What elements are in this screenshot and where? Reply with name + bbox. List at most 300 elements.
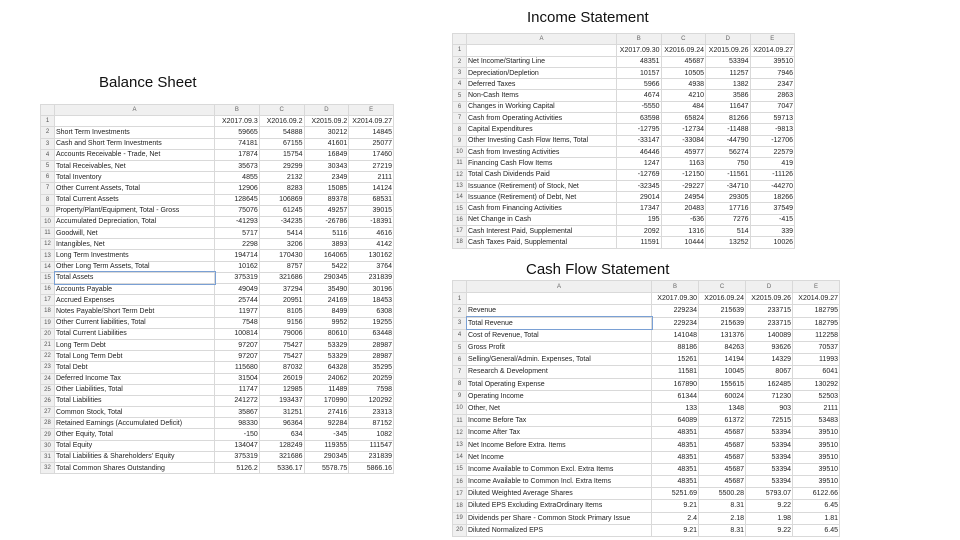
- value-cell[interactable]: 96364: [259, 418, 304, 429]
- value-cell[interactable]: 93626: [746, 341, 793, 353]
- value-cell[interactable]: 37549: [750, 203, 795, 214]
- value-cell[interactable]: 31251: [259, 407, 304, 418]
- row-label-cell[interactable]: Income Available to Common Excl. Extra Items: [467, 463, 652, 475]
- row-label-cell[interactable]: Common Stock, Total: [55, 407, 215, 418]
- row-label-cell[interactable]: Operating Income: [467, 390, 652, 402]
- row-label-cell[interactable]: Selling/General/Admin. Expenses, Total: [467, 354, 652, 366]
- column-header-c[interactable]: C: [259, 105, 304, 116]
- value-cell[interactable]: 5500.28: [699, 488, 746, 500]
- value-cell[interactable]: 11489: [304, 384, 349, 395]
- value-cell[interactable]: 419: [750, 158, 795, 169]
- value-cell[interactable]: 22579: [750, 146, 795, 157]
- value-cell[interactable]: 17874: [215, 149, 260, 160]
- value-cell[interactable]: 4674: [617, 90, 662, 101]
- row-number[interactable]: 24: [41, 373, 55, 384]
- value-cell[interactable]: 1348: [699, 402, 746, 414]
- value-cell[interactable]: 10162: [215, 261, 260, 272]
- row-number[interactable]: 1: [41, 116, 55, 127]
- row-label-cell[interactable]: Total Current Liabilities: [55, 328, 215, 339]
- value-cell[interactable]: 48351: [652, 476, 699, 488]
- row-label-cell[interactable]: Intangibles, Net: [55, 239, 215, 250]
- row-label-cell[interactable]: Deferred Income Tax: [55, 373, 215, 384]
- row-label-cell[interactable]: Net Change in Cash: [467, 214, 617, 225]
- row-number[interactable]: 27: [41, 407, 55, 418]
- row-number[interactable]: 4: [453, 79, 467, 90]
- value-cell[interactable]: 1.81: [793, 512, 840, 524]
- value-cell[interactable]: 39510: [793, 476, 840, 488]
- column-header-d[interactable]: D: [746, 281, 793, 293]
- value-cell[interactable]: 48351: [652, 451, 699, 463]
- value-cell[interactable]: 49257: [304, 205, 349, 216]
- value-cell[interactable]: 45687: [699, 427, 746, 439]
- value-cell[interactable]: 17716: [706, 203, 751, 214]
- row-label-cell[interactable]: Changes in Working Capital: [467, 101, 617, 112]
- header-cell-date[interactable]: X2015.09.26: [706, 45, 751, 56]
- value-cell[interactable]: 7548: [215, 317, 260, 328]
- value-cell[interactable]: 39510: [793, 427, 840, 439]
- value-cell[interactable]: 2347: [750, 79, 795, 90]
- row-label-cell[interactable]: Dividends per Share - Common Stock Primary Issue: [467, 512, 652, 524]
- value-cell[interactable]: 193437: [259, 395, 304, 406]
- value-cell[interactable]: 106869: [259, 194, 304, 205]
- value-cell[interactable]: 375319: [215, 272, 260, 283]
- value-cell[interactable]: 87032: [259, 362, 304, 373]
- value-cell[interactable]: 9.22: [746, 524, 793, 536]
- row-label-cell[interactable]: Cash from Operating Activities: [467, 113, 617, 124]
- row-number[interactable]: 12: [41, 239, 55, 250]
- value-cell[interactable]: 7276: [706, 214, 751, 225]
- value-cell[interactable]: 48351: [652, 439, 699, 451]
- row-label-cell[interactable]: Net Income/Starting Line: [467, 56, 617, 67]
- row-number[interactable]: 6: [453, 101, 467, 112]
- value-cell[interactable]: 24062: [304, 373, 349, 384]
- value-cell[interactable]: 13252: [706, 237, 751, 248]
- value-cell[interactable]: 7598: [349, 384, 394, 395]
- row-number[interactable]: 12: [453, 169, 467, 180]
- row-number[interactable]: 5: [41, 160, 55, 171]
- value-cell[interactable]: -12795: [617, 124, 662, 135]
- row-label-cell[interactable]: Revenue: [467, 305, 652, 317]
- value-cell[interactable]: 215639: [699, 317, 746, 329]
- value-cell[interactable]: -32345: [617, 180, 662, 191]
- value-cell[interactable]: 162485: [746, 378, 793, 390]
- row-number[interactable]: 13: [453, 180, 467, 191]
- value-cell[interactable]: 2349: [304, 172, 349, 183]
- value-cell[interactable]: 155615: [699, 378, 746, 390]
- row-number[interactable]: 17: [41, 295, 55, 306]
- row-number[interactable]: 14: [453, 192, 467, 203]
- value-cell[interactable]: 48351: [652, 427, 699, 439]
- value-cell[interactable]: 12985: [259, 384, 304, 395]
- row-label-cell[interactable]: Diluted Normalized EPS: [467, 524, 652, 536]
- value-cell[interactable]: 20483: [661, 203, 706, 214]
- value-cell[interactable]: 45687: [661, 56, 706, 67]
- value-cell[interactable]: 903: [746, 402, 793, 414]
- value-cell[interactable]: 64328: [304, 362, 349, 373]
- row-label-cell[interactable]: Income After Tax: [467, 427, 652, 439]
- value-cell[interactable]: 71230: [746, 390, 793, 402]
- row-label-cell[interactable]: Income Before Tax: [467, 415, 652, 427]
- value-cell[interactable]: 8499: [304, 306, 349, 317]
- row-label-cell[interactable]: Cost of Revenue, Total: [467, 329, 652, 341]
- value-cell[interactable]: 39510: [750, 56, 795, 67]
- value-cell[interactable]: -150: [215, 429, 260, 440]
- corner-cell[interactable]: [453, 281, 467, 293]
- value-cell[interactable]: 12906: [215, 183, 260, 194]
- value-cell[interactable]: 241272: [215, 395, 260, 406]
- row-label-cell[interactable]: Long Term Investments: [55, 250, 215, 261]
- value-cell[interactable]: 5966: [617, 79, 662, 90]
- value-cell[interactable]: 72515: [746, 415, 793, 427]
- value-cell[interactable]: 130162: [349, 250, 394, 261]
- row-number[interactable]: 18: [41, 306, 55, 317]
- value-cell[interactable]: 97207: [215, 351, 260, 362]
- row-label-cell[interactable]: Other Liabilities, Total: [55, 384, 215, 395]
- value-cell[interactable]: 1082: [349, 429, 394, 440]
- value-cell[interactable]: 2092: [617, 226, 662, 237]
- row-number[interactable]: 20: [453, 524, 467, 536]
- row-number[interactable]: 1: [453, 293, 467, 305]
- header-cell-blank[interactable]: [467, 293, 652, 305]
- row-number[interactable]: 13: [41, 250, 55, 261]
- value-cell[interactable]: 5336.17: [259, 463, 304, 474]
- row-number[interactable]: 10: [41, 216, 55, 227]
- row-number[interactable]: 15: [41, 272, 55, 283]
- value-cell[interactable]: 30343: [304, 160, 349, 171]
- value-cell[interactable]: 321686: [259, 451, 304, 462]
- value-cell[interactable]: 11993: [793, 354, 840, 366]
- row-label-cell[interactable]: Notes Payable/Short Term Debt: [55, 306, 215, 317]
- row-number[interactable]: 18: [453, 500, 467, 512]
- value-cell[interactable]: -34710: [706, 180, 751, 191]
- value-cell[interactable]: 17460: [349, 149, 394, 160]
- column-header-b[interactable]: B: [215, 105, 260, 116]
- income-statement-spreadsheet[interactable]: [452, 33, 795, 257]
- value-cell[interactable]: -12769: [617, 169, 662, 180]
- row-label-cell[interactable]: Other Equity, Total: [55, 429, 215, 440]
- value-cell[interactable]: 56274: [706, 146, 751, 157]
- row-label-cell[interactable]: Property/Plant/Equipment, Total - Gross: [55, 205, 215, 216]
- value-cell[interactable]: -11488: [706, 124, 751, 135]
- value-cell[interactable]: 3206: [259, 239, 304, 250]
- row-number[interactable]: 4: [453, 329, 467, 341]
- value-cell[interactable]: 41601: [304, 138, 349, 149]
- value-cell[interactable]: 35673: [215, 160, 260, 171]
- row-number[interactable]: 11: [453, 158, 467, 169]
- row-number[interactable]: 1: [453, 45, 467, 56]
- column-header-a[interactable]: A: [467, 34, 617, 45]
- value-cell[interactable]: 79006: [259, 328, 304, 339]
- row-label-cell[interactable]: Other Long Term Assets, Total: [55, 261, 215, 272]
- row-number[interactable]: 28: [41, 418, 55, 429]
- header-cell-date[interactable]: X2016.09.24: [699, 293, 746, 305]
- value-cell[interactable]: 6.45: [793, 500, 840, 512]
- value-cell[interactable]: 229234: [652, 305, 699, 317]
- value-cell[interactable]: 14845: [349, 127, 394, 138]
- column-header-e[interactable]: E: [750, 34, 795, 45]
- row-label-cell[interactable]: Accounts Receivable - Trade, Net: [55, 149, 215, 160]
- value-cell[interactable]: -11561: [706, 169, 751, 180]
- row-label-cell[interactable]: Total Revenue: [467, 317, 652, 329]
- row-number[interactable]: 31: [41, 451, 55, 462]
- value-cell[interactable]: 133: [652, 402, 699, 414]
- value-cell[interactable]: -12150: [661, 169, 706, 180]
- value-cell[interactable]: 112258: [793, 329, 840, 341]
- value-cell[interactable]: 2111: [349, 172, 394, 183]
- value-cell[interactable]: 2863: [750, 90, 795, 101]
- row-label-cell[interactable]: Total Debt: [55, 362, 215, 373]
- value-cell[interactable]: 170430: [259, 250, 304, 261]
- value-cell[interactable]: 5251.69: [652, 488, 699, 500]
- row-number[interactable]: 20: [41, 328, 55, 339]
- row-label-cell[interactable]: Cash and Short Term Investments: [55, 138, 215, 149]
- header-cell-date[interactable]: X2016.09.24: [661, 45, 706, 56]
- value-cell[interactable]: 88186: [652, 341, 699, 353]
- row-number[interactable]: 7: [453, 113, 467, 124]
- value-cell[interactable]: 141048: [652, 329, 699, 341]
- row-label-cell[interactable]: Total Operating Expense: [467, 378, 652, 390]
- value-cell[interactable]: -33084: [661, 135, 706, 146]
- value-cell[interactable]: 2298: [215, 239, 260, 250]
- row-number[interactable]: 2: [453, 56, 467, 67]
- row-label-cell[interactable]: Capital Expenditures: [467, 124, 617, 135]
- row-label-cell[interactable]: Deferred Taxes: [467, 79, 617, 90]
- column-header-a[interactable]: A: [55, 105, 215, 116]
- value-cell[interactable]: 164065: [304, 250, 349, 261]
- row-number[interactable]: 17: [453, 226, 467, 237]
- value-cell[interactable]: 5578.75: [304, 463, 349, 474]
- value-cell[interactable]: 67155: [259, 138, 304, 149]
- row-number[interactable]: 2: [453, 305, 467, 317]
- value-cell[interactable]: 8.31: [699, 524, 746, 536]
- value-cell[interactable]: 15754: [259, 149, 304, 160]
- row-number[interactable]: 13: [453, 439, 467, 451]
- value-cell[interactable]: 10444: [661, 237, 706, 248]
- value-cell[interactable]: 375319: [215, 451, 260, 462]
- row-number[interactable]: 10: [453, 146, 467, 157]
- header-cell-date[interactable]: X2015.09.2: [304, 116, 349, 127]
- value-cell[interactable]: 65824: [661, 113, 706, 124]
- value-cell[interactable]: -41293: [215, 216, 260, 227]
- value-cell[interactable]: 11581: [652, 366, 699, 378]
- column-header-c[interactable]: C: [699, 281, 746, 293]
- header-cell-blank[interactable]: [467, 45, 617, 56]
- value-cell[interactable]: 63448: [349, 328, 394, 339]
- cash-flow-spreadsheet[interactable]: [452, 280, 840, 538]
- value-cell[interactable]: 19255: [349, 317, 394, 328]
- value-cell[interactable]: 2132: [259, 172, 304, 183]
- row-label-cell[interactable]: Income Available to Common Incl. Extra Items: [467, 476, 652, 488]
- value-cell[interactable]: 119355: [304, 440, 349, 451]
- row-number[interactable]: 7: [41, 183, 55, 194]
- value-cell[interactable]: 339: [750, 226, 795, 237]
- value-cell[interactable]: 61245: [259, 205, 304, 216]
- value-cell[interactable]: 215639: [699, 305, 746, 317]
- header-cell-date[interactable]: X2017.09.30: [652, 293, 699, 305]
- value-cell[interactable]: 28987: [349, 339, 394, 350]
- column-header-c[interactable]: C: [661, 34, 706, 45]
- header-cell-date[interactable]: X2014.09.27: [750, 45, 795, 56]
- row-number[interactable]: 6: [41, 172, 55, 183]
- value-cell[interactable]: 27416: [304, 407, 349, 418]
- row-label-cell[interactable]: Goodwill, Net: [55, 228, 215, 239]
- value-cell[interactable]: 53394: [746, 476, 793, 488]
- value-cell[interactable]: 8.31: [699, 500, 746, 512]
- balance-sheet-spreadsheet[interactable]: [40, 104, 394, 488]
- value-cell[interactable]: 53394: [746, 427, 793, 439]
- value-cell[interactable]: 53394: [746, 463, 793, 475]
- value-cell[interactable]: 6308: [349, 306, 394, 317]
- value-cell[interactable]: -34235: [259, 216, 304, 227]
- value-cell[interactable]: 8105: [259, 306, 304, 317]
- row-number[interactable]: 9: [453, 390, 467, 402]
- value-cell[interactable]: 634: [259, 429, 304, 440]
- value-cell[interactable]: 84263: [699, 341, 746, 353]
- value-cell[interactable]: 53483: [793, 415, 840, 427]
- value-cell[interactable]: 231839: [349, 272, 394, 283]
- row-number[interactable]: 25: [41, 384, 55, 395]
- value-cell[interactable]: 167890: [652, 378, 699, 390]
- value-cell[interactable]: 11747: [215, 384, 260, 395]
- row-number[interactable]: 4: [41, 149, 55, 160]
- row-label-cell[interactable]: Total Equity: [55, 440, 215, 451]
- value-cell[interactable]: 8283: [259, 183, 304, 194]
- value-cell[interactable]: 52503: [793, 390, 840, 402]
- value-cell[interactable]: 484: [661, 101, 706, 112]
- row-number[interactable]: 29: [41, 429, 55, 440]
- value-cell[interactable]: 54888: [259, 127, 304, 138]
- value-cell[interactable]: 11257: [706, 67, 751, 78]
- value-cell[interactable]: -636: [661, 214, 706, 225]
- value-cell[interactable]: 17347: [617, 203, 662, 214]
- value-cell[interactable]: 128645: [215, 194, 260, 205]
- value-cell[interactable]: 31504: [215, 373, 260, 384]
- value-cell[interactable]: 18266: [750, 192, 795, 203]
- value-cell[interactable]: 229234: [652, 317, 699, 329]
- row-label-cell[interactable]: Other, Net: [467, 402, 652, 414]
- column-header-e[interactable]: E: [793, 281, 840, 293]
- value-cell[interactable]: 59713: [750, 113, 795, 124]
- value-cell[interactable]: 25744: [215, 295, 260, 306]
- row-label-cell[interactable]: Cash Taxes Paid, Supplemental: [467, 237, 617, 248]
- value-cell[interactable]: 35867: [215, 407, 260, 418]
- value-cell[interactable]: 53394: [746, 451, 793, 463]
- row-label-cell[interactable]: Accounts Payable: [55, 284, 215, 295]
- header-cell-blank[interactable]: [55, 116, 215, 127]
- value-cell[interactable]: 4142: [349, 239, 394, 250]
- value-cell[interactable]: 170990: [304, 395, 349, 406]
- value-cell[interactable]: 140089: [746, 329, 793, 341]
- column-header-b[interactable]: B: [652, 281, 699, 293]
- row-number[interactable]: 5: [453, 341, 467, 353]
- corner-cell[interactable]: [453, 34, 467, 45]
- value-cell[interactable]: 100814: [215, 328, 260, 339]
- value-cell[interactable]: 321686: [259, 272, 304, 283]
- row-label-cell[interactable]: Total Inventory: [55, 172, 215, 183]
- value-cell[interactable]: 61344: [652, 390, 699, 402]
- value-cell[interactable]: 111547: [349, 440, 394, 451]
- row-number[interactable]: 14: [453, 451, 467, 463]
- value-cell[interactable]: 23313: [349, 407, 394, 418]
- value-cell[interactable]: 115680: [215, 362, 260, 373]
- value-cell[interactable]: 20951: [259, 295, 304, 306]
- value-cell[interactable]: 18453: [349, 295, 394, 306]
- value-cell[interactable]: 11647: [706, 101, 751, 112]
- value-cell[interactable]: 45977: [661, 146, 706, 157]
- value-cell[interactable]: 290345: [304, 451, 349, 462]
- row-number[interactable]: 16: [453, 214, 467, 225]
- row-number[interactable]: 30: [41, 440, 55, 451]
- value-cell[interactable]: 28987: [349, 351, 394, 362]
- value-cell[interactable]: -26786: [304, 216, 349, 227]
- row-label-cell[interactable]: Cash Interest Paid, Supplemental: [467, 226, 617, 237]
- value-cell[interactable]: 1247: [617, 158, 662, 169]
- row-label-cell[interactable]: Research & Development: [467, 366, 652, 378]
- row-label-cell[interactable]: Non-Cash Items: [467, 90, 617, 101]
- row-label-cell[interactable]: Long Term Debt: [55, 339, 215, 350]
- value-cell[interactable]: 14329: [746, 354, 793, 366]
- value-cell[interactable]: 8067: [746, 366, 793, 378]
- value-cell[interactable]: 29014: [617, 192, 662, 203]
- value-cell[interactable]: 131376: [699, 329, 746, 341]
- value-cell[interactable]: 14194: [699, 354, 746, 366]
- row-number[interactable]: 9: [41, 205, 55, 216]
- value-cell[interactable]: 25077: [349, 138, 394, 149]
- row-number[interactable]: 26: [41, 395, 55, 406]
- corner-cell[interactable]: [41, 105, 55, 116]
- value-cell[interactable]: 134047: [215, 440, 260, 451]
- value-cell[interactable]: 1.98: [746, 512, 793, 524]
- value-cell[interactable]: 45687: [699, 451, 746, 463]
- value-cell[interactable]: 53329: [304, 351, 349, 362]
- value-cell[interactable]: 6122.66: [793, 488, 840, 500]
- value-cell[interactable]: 39015: [349, 205, 394, 216]
- value-cell[interactable]: 30212: [304, 127, 349, 138]
- row-label-cell[interactable]: Depreciation/Depletion: [467, 67, 617, 78]
- value-cell[interactable]: -44270: [750, 180, 795, 191]
- value-cell[interactable]: 30196: [349, 284, 394, 295]
- value-cell[interactable]: 24169: [304, 295, 349, 306]
- value-cell[interactable]: 5414: [259, 228, 304, 239]
- value-cell[interactable]: 11591: [617, 237, 662, 248]
- value-cell[interactable]: 194714: [215, 250, 260, 261]
- value-cell[interactable]: 5126.2: [215, 463, 260, 474]
- value-cell[interactable]: 5866.16: [349, 463, 394, 474]
- row-label-cell[interactable]: Total Long Term Debt: [55, 351, 215, 362]
- row-number[interactable]: 5: [453, 90, 467, 101]
- value-cell[interactable]: -9813: [750, 124, 795, 135]
- row-number[interactable]: 3: [453, 317, 467, 329]
- value-cell[interactable]: 3893: [304, 239, 349, 250]
- value-cell[interactable]: 53394: [706, 56, 751, 67]
- value-cell[interactable]: -44790: [706, 135, 751, 146]
- value-cell[interactable]: 233715: [746, 305, 793, 317]
- row-number[interactable]: 15: [453, 463, 467, 475]
- value-cell[interactable]: 514: [706, 226, 751, 237]
- value-cell[interactable]: 89378: [304, 194, 349, 205]
- value-cell[interactable]: 4855: [215, 172, 260, 183]
- value-cell[interactable]: 2.18: [699, 512, 746, 524]
- value-cell[interactable]: 49049: [215, 284, 260, 295]
- value-cell[interactable]: 92284: [304, 418, 349, 429]
- value-cell[interactable]: 29305: [706, 192, 751, 203]
- value-cell[interactable]: 9952: [304, 317, 349, 328]
- value-cell[interactable]: 10505: [661, 67, 706, 78]
- value-cell[interactable]: 80610: [304, 328, 349, 339]
- value-cell[interactable]: 1163: [661, 158, 706, 169]
- value-cell[interactable]: -415: [750, 214, 795, 225]
- row-label-cell[interactable]: Other Current Assets, Total: [55, 183, 215, 194]
